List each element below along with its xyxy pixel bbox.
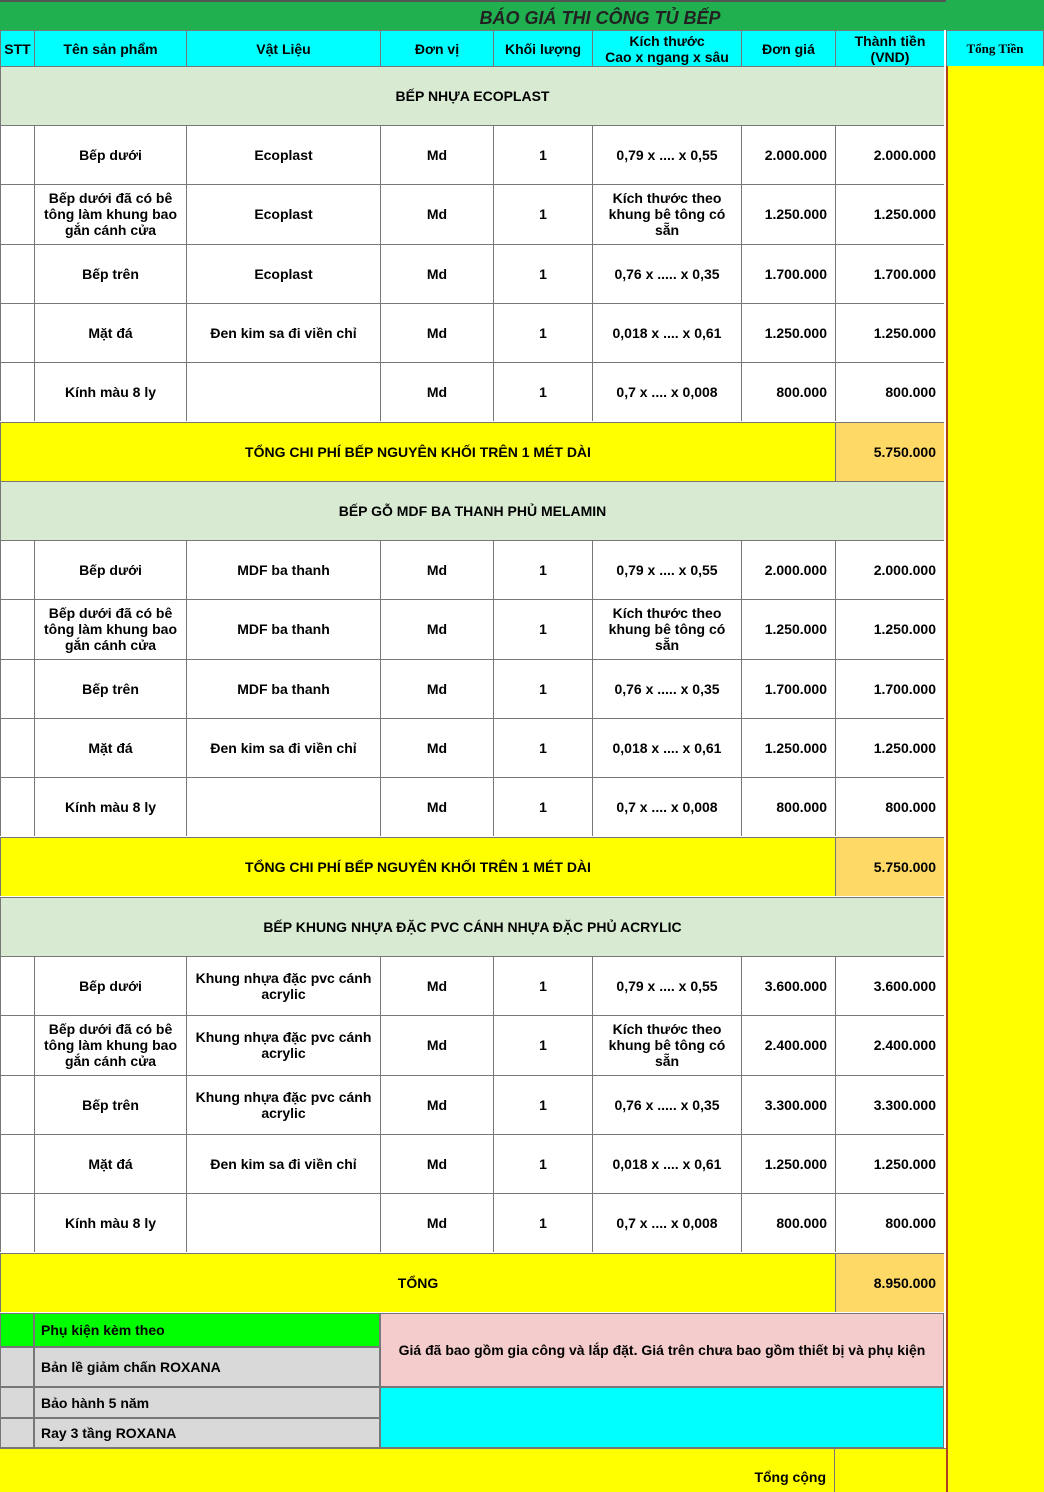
- table-cell-size: 0,79 x .... x 0,55: [592, 956, 741, 1015]
- table-cell-qty: 1: [493, 599, 592, 658]
- header-total: Tổng Tiền: [946, 30, 1044, 66]
- table-cell-name: Kính màu 8 ly: [34, 777, 186, 836]
- section-title: BẾP NHỰA ECOPLAST: [0, 66, 944, 125]
- table-cell-amount: 1.700.000: [835, 659, 944, 718]
- table-cell-unit: Md: [380, 540, 493, 599]
- table-cell-name: Bếp dưới đã có bê tông làm khung bao gắn cánh cửa: [34, 184, 186, 243]
- table-cell-stt: [0, 1193, 34, 1252]
- section-title: BẾP GỖ MDF BA THANH PHỦ MELAMIN: [0, 481, 944, 540]
- table-cell-size: 0,7 x .... x 0,008: [592, 362, 741, 421]
- table-cell-unit: Md: [380, 1193, 493, 1252]
- table-cell-stt: [0, 244, 34, 303]
- section-title: BẾP KHUNG NHỰA ĐẶC PVC CÁNH NHỰA ĐẶC PHỦ ACRYLIC: [0, 897, 944, 956]
- subtotal-label: TỔNG CHI PHÍ BẾP NGUYÊN KHỐI TRÊN 1 MÉT DÀI: [0, 837, 835, 896]
- table-cell-qty: 1: [493, 1193, 592, 1252]
- table-cell-price: 1.250.000: [741, 718, 835, 777]
- table-cell-qty: 1: [493, 303, 592, 362]
- table-cell-amount: 2.000.000: [835, 540, 944, 599]
- table-cell-price: 800.000: [741, 362, 835, 421]
- table-cell-unit: Md: [380, 599, 493, 658]
- table-cell-unit: Md: [380, 956, 493, 1015]
- table-cell-qty: 1: [493, 125, 592, 184]
- accessory-stt-2: [0, 1387, 34, 1418]
- table-cell-material: Đen kim sa đi viền chỉ: [186, 303, 380, 362]
- table-cell-unit: Md: [380, 184, 493, 243]
- table-cell-size: 0,018 x .... x 0,61: [592, 1134, 741, 1193]
- table-cell-qty: 1: [493, 244, 592, 303]
- table-cell-amount: 1.250.000: [835, 1134, 944, 1193]
- header-size-top: Kích thước: [629, 32, 705, 49]
- table-cell-price: 2.000.000: [741, 540, 835, 599]
- table-cell-price: 1.250.000: [741, 303, 835, 362]
- table-cell-amount: 1.250.000: [835, 303, 944, 362]
- table-cell-stt: [0, 956, 34, 1015]
- table-cell-price: 800.000: [741, 1193, 835, 1252]
- table-cell-size: 0,7 x .... x 0,008: [592, 777, 741, 836]
- table-cell-material: [186, 362, 380, 421]
- table-cell-qty: 1: [493, 1134, 592, 1193]
- table-cell-size: 0,76 x ..... x 0,35: [592, 1075, 741, 1134]
- table-cell-amount: 800.000: [835, 362, 944, 421]
- table-cell-price: 2.000.000: [741, 125, 835, 184]
- subtotal-value: 8.950.000: [835, 1253, 944, 1312]
- table-cell-stt: [0, 1015, 34, 1074]
- table-cell-price: 1.250.000: [741, 599, 835, 658]
- grand-total-divider: [834, 1448, 835, 1492]
- table-cell-unit: Md: [380, 718, 493, 777]
- accessory-stt-3: [0, 1418, 34, 1448]
- table-cell-name: Mặt đá: [34, 1134, 186, 1193]
- table-cell-size: 0,7 x .... x 0,008: [592, 1193, 741, 1252]
- table-cell-amount: 3.600.000: [835, 956, 944, 1015]
- table-cell-size: 0,79 x .... x 0,55: [592, 540, 741, 599]
- table-cell-stt: [0, 184, 34, 243]
- table-cell-material: Ecoplast: [186, 184, 380, 243]
- table-cell-unit: Md: [380, 777, 493, 836]
- table-cell-price: 2.400.000: [741, 1015, 835, 1074]
- table-cell-material: Ecoplast: [186, 125, 380, 184]
- header-price: Đơn giá: [741, 30, 835, 66]
- table-cell-amount: 1.250.000: [835, 599, 944, 658]
- table-cell-unit: Md: [380, 303, 493, 362]
- table-cell-size: 0,76 x ..... x 0,35: [592, 244, 741, 303]
- table-cell-unit: Md: [380, 1134, 493, 1193]
- table-cell-name: Bếp dưới: [34, 956, 186, 1015]
- header-size-bottom: Cao x ngang x sâu: [605, 48, 729, 65]
- title-bar-right: [946, 0, 1044, 30]
- table-cell-price: 1.250.000: [741, 184, 835, 243]
- table-cell-amount: 2.400.000: [835, 1015, 944, 1074]
- table-cell-amount: 3.300.000: [835, 1075, 944, 1134]
- accessory-item: Bảo hành 5 năm: [34, 1387, 380, 1418]
- table-cell-material: Khung nhựa đặc pvc cánh acrylic: [186, 956, 380, 1015]
- table-cell-material: Khung nhựa đặc pvc cánh acrylic: [186, 1015, 380, 1074]
- table-cell-name: Kính màu 8 ly: [34, 1193, 186, 1252]
- table-cell-unit: Md: [380, 244, 493, 303]
- accessories-header: Phụ kiện kèm theo: [34, 1313, 380, 1347]
- table-cell-qty: 1: [493, 718, 592, 777]
- table-cell-amount: 800.000: [835, 777, 944, 836]
- table-cell-stt: [0, 303, 34, 362]
- table-cell-stt: [0, 1134, 34, 1193]
- header-material: Vật Liệu: [186, 30, 380, 66]
- accessories-header-stt: [0, 1313, 34, 1347]
- table-cell-price: 3.300.000: [741, 1075, 835, 1134]
- table-cell-qty: 1: [493, 777, 592, 836]
- table-cell-name: Bếp dưới đã có bê tông làm khung bao gắn cánh cửa: [34, 1015, 186, 1074]
- grand-total-label: Tổng cộng: [754, 1469, 826, 1485]
- table-cell-material: Đen kim sa đi viền chỉ: [186, 718, 380, 777]
- header-stt: STT: [0, 30, 34, 66]
- table-cell-material: MDF ba thanh: [186, 540, 380, 599]
- table-cell-size: 0,018 x .... x 0,61: [592, 303, 741, 362]
- header-amount: Thành tiền (VND): [835, 30, 944, 66]
- table-cell-stt: [0, 718, 34, 777]
- table-cell-size: Kích thước theo khung bê tông có sẵn: [592, 1015, 741, 1074]
- subtotal-label: TỔNG: [0, 1253, 835, 1312]
- table-cell-size: 0,018 x .... x 0,61: [592, 718, 741, 777]
- table-cell-qty: 1: [493, 1015, 592, 1074]
- subtotal-value: 5.750.000: [835, 837, 944, 896]
- table-cell-unit: Md: [380, 362, 493, 421]
- accessory-item: Ray 3 tầng ROXANA: [34, 1418, 380, 1448]
- table-cell-amount: 1.250.000: [835, 184, 944, 243]
- price-note: Giá đã bao gồm gia công và lắp đặt. Giá trên chưa bao gồm thiết bị và phụ kiện: [380, 1313, 944, 1387]
- table-cell-stt: [0, 599, 34, 658]
- table-cell-qty: 1: [493, 659, 592, 718]
- table-cell-material: [186, 777, 380, 836]
- table-cell-material: MDF ba thanh: [186, 659, 380, 718]
- table-cell-amount: 2.000.000: [835, 125, 944, 184]
- table-cell-material: MDF ba thanh: [186, 599, 380, 658]
- subtotal-label: TỔNG CHI PHÍ BẾP NGUYÊN KHỐI TRÊN 1 MÉT DÀI: [0, 422, 835, 481]
- table-cell-price: 1.700.000: [741, 244, 835, 303]
- table-cell-qty: 1: [493, 1075, 592, 1134]
- header-size: [592, 30, 741, 66]
- table-cell-name: Mặt đá: [34, 303, 186, 362]
- note-blank: [380, 1387, 944, 1448]
- header-qty: Khối lượng: [493, 30, 592, 66]
- table-cell-price: 800.000: [741, 777, 835, 836]
- table-cell-material: [186, 1193, 380, 1252]
- page-title: BÁO GIÁ THI CÔNG TỦ BẾP: [479, 8, 721, 28]
- table-cell-name: Bếp trên: [34, 1075, 186, 1134]
- header-unit: Đơn vị: [380, 30, 493, 66]
- table-cell-unit: Md: [380, 1015, 493, 1074]
- table-cell-qty: 1: [493, 956, 592, 1015]
- table-cell-name: Kính màu 8 ly: [34, 362, 186, 421]
- table-cell-price: 1.250.000: [741, 1134, 835, 1193]
- table-cell-name: Bếp trên: [34, 244, 186, 303]
- table-cell-price: 3.600.000: [741, 956, 835, 1015]
- table-cell-qty: 1: [493, 540, 592, 599]
- table-cell-size: Kích thước theo khung bê tông có sẵn: [592, 184, 741, 243]
- table-cell-amount: 800.000: [835, 1193, 944, 1252]
- table-cell-stt: [0, 1075, 34, 1134]
- table-cell-material: Khung nhựa đặc pvc cánh acrylic: [186, 1075, 380, 1134]
- table-cell-stt: [0, 659, 34, 718]
- table-cell-unit: Md: [380, 659, 493, 718]
- accessory-stt-1: [0, 1347, 34, 1387]
- table-cell-unit: Md: [380, 1075, 493, 1134]
- table-cell-qty: 1: [493, 362, 592, 421]
- table-cell-size: Kích thước theo khung bê tông có sẵn: [592, 599, 741, 658]
- table-cell-amount: 1.250.000: [835, 718, 944, 777]
- table-cell-size: 0,79 x .... x 0,55: [592, 125, 741, 184]
- table-cell-name: Bếp trên: [34, 659, 186, 718]
- table-cell-name: Mặt đá: [34, 718, 186, 777]
- table-cell-stt: [0, 362, 34, 421]
- subtotal-value: 5.750.000: [835, 422, 944, 481]
- table-cell-qty: 1: [493, 184, 592, 243]
- table-cell-stt: [0, 125, 34, 184]
- total-column: [946, 66, 1044, 1492]
- table-cell-stt: [0, 540, 34, 599]
- table-cell-name: Bếp dưới đã có bê tông làm khung bao gắn cánh cửa: [34, 599, 186, 658]
- table-cell-material: Đen kim sa đi viền chỉ: [186, 1134, 380, 1193]
- table-cell-stt: [0, 777, 34, 836]
- table-cell-size: 0,76 x ..... x 0,35: [592, 659, 741, 718]
- table-cell-material: Ecoplast: [186, 244, 380, 303]
- table-cell-price: 1.700.000: [741, 659, 835, 718]
- header-name: Tên sản phẩm: [34, 30, 186, 66]
- table-cell-name: Bếp dưới: [34, 125, 186, 184]
- table-cell-amount: 1.700.000: [835, 244, 944, 303]
- table-cell-name: Bếp dưới: [34, 540, 186, 599]
- table-cell-unit: Md: [380, 125, 493, 184]
- accessory-item: Bản lề giảm chấn ROXANA: [34, 1347, 380, 1387]
